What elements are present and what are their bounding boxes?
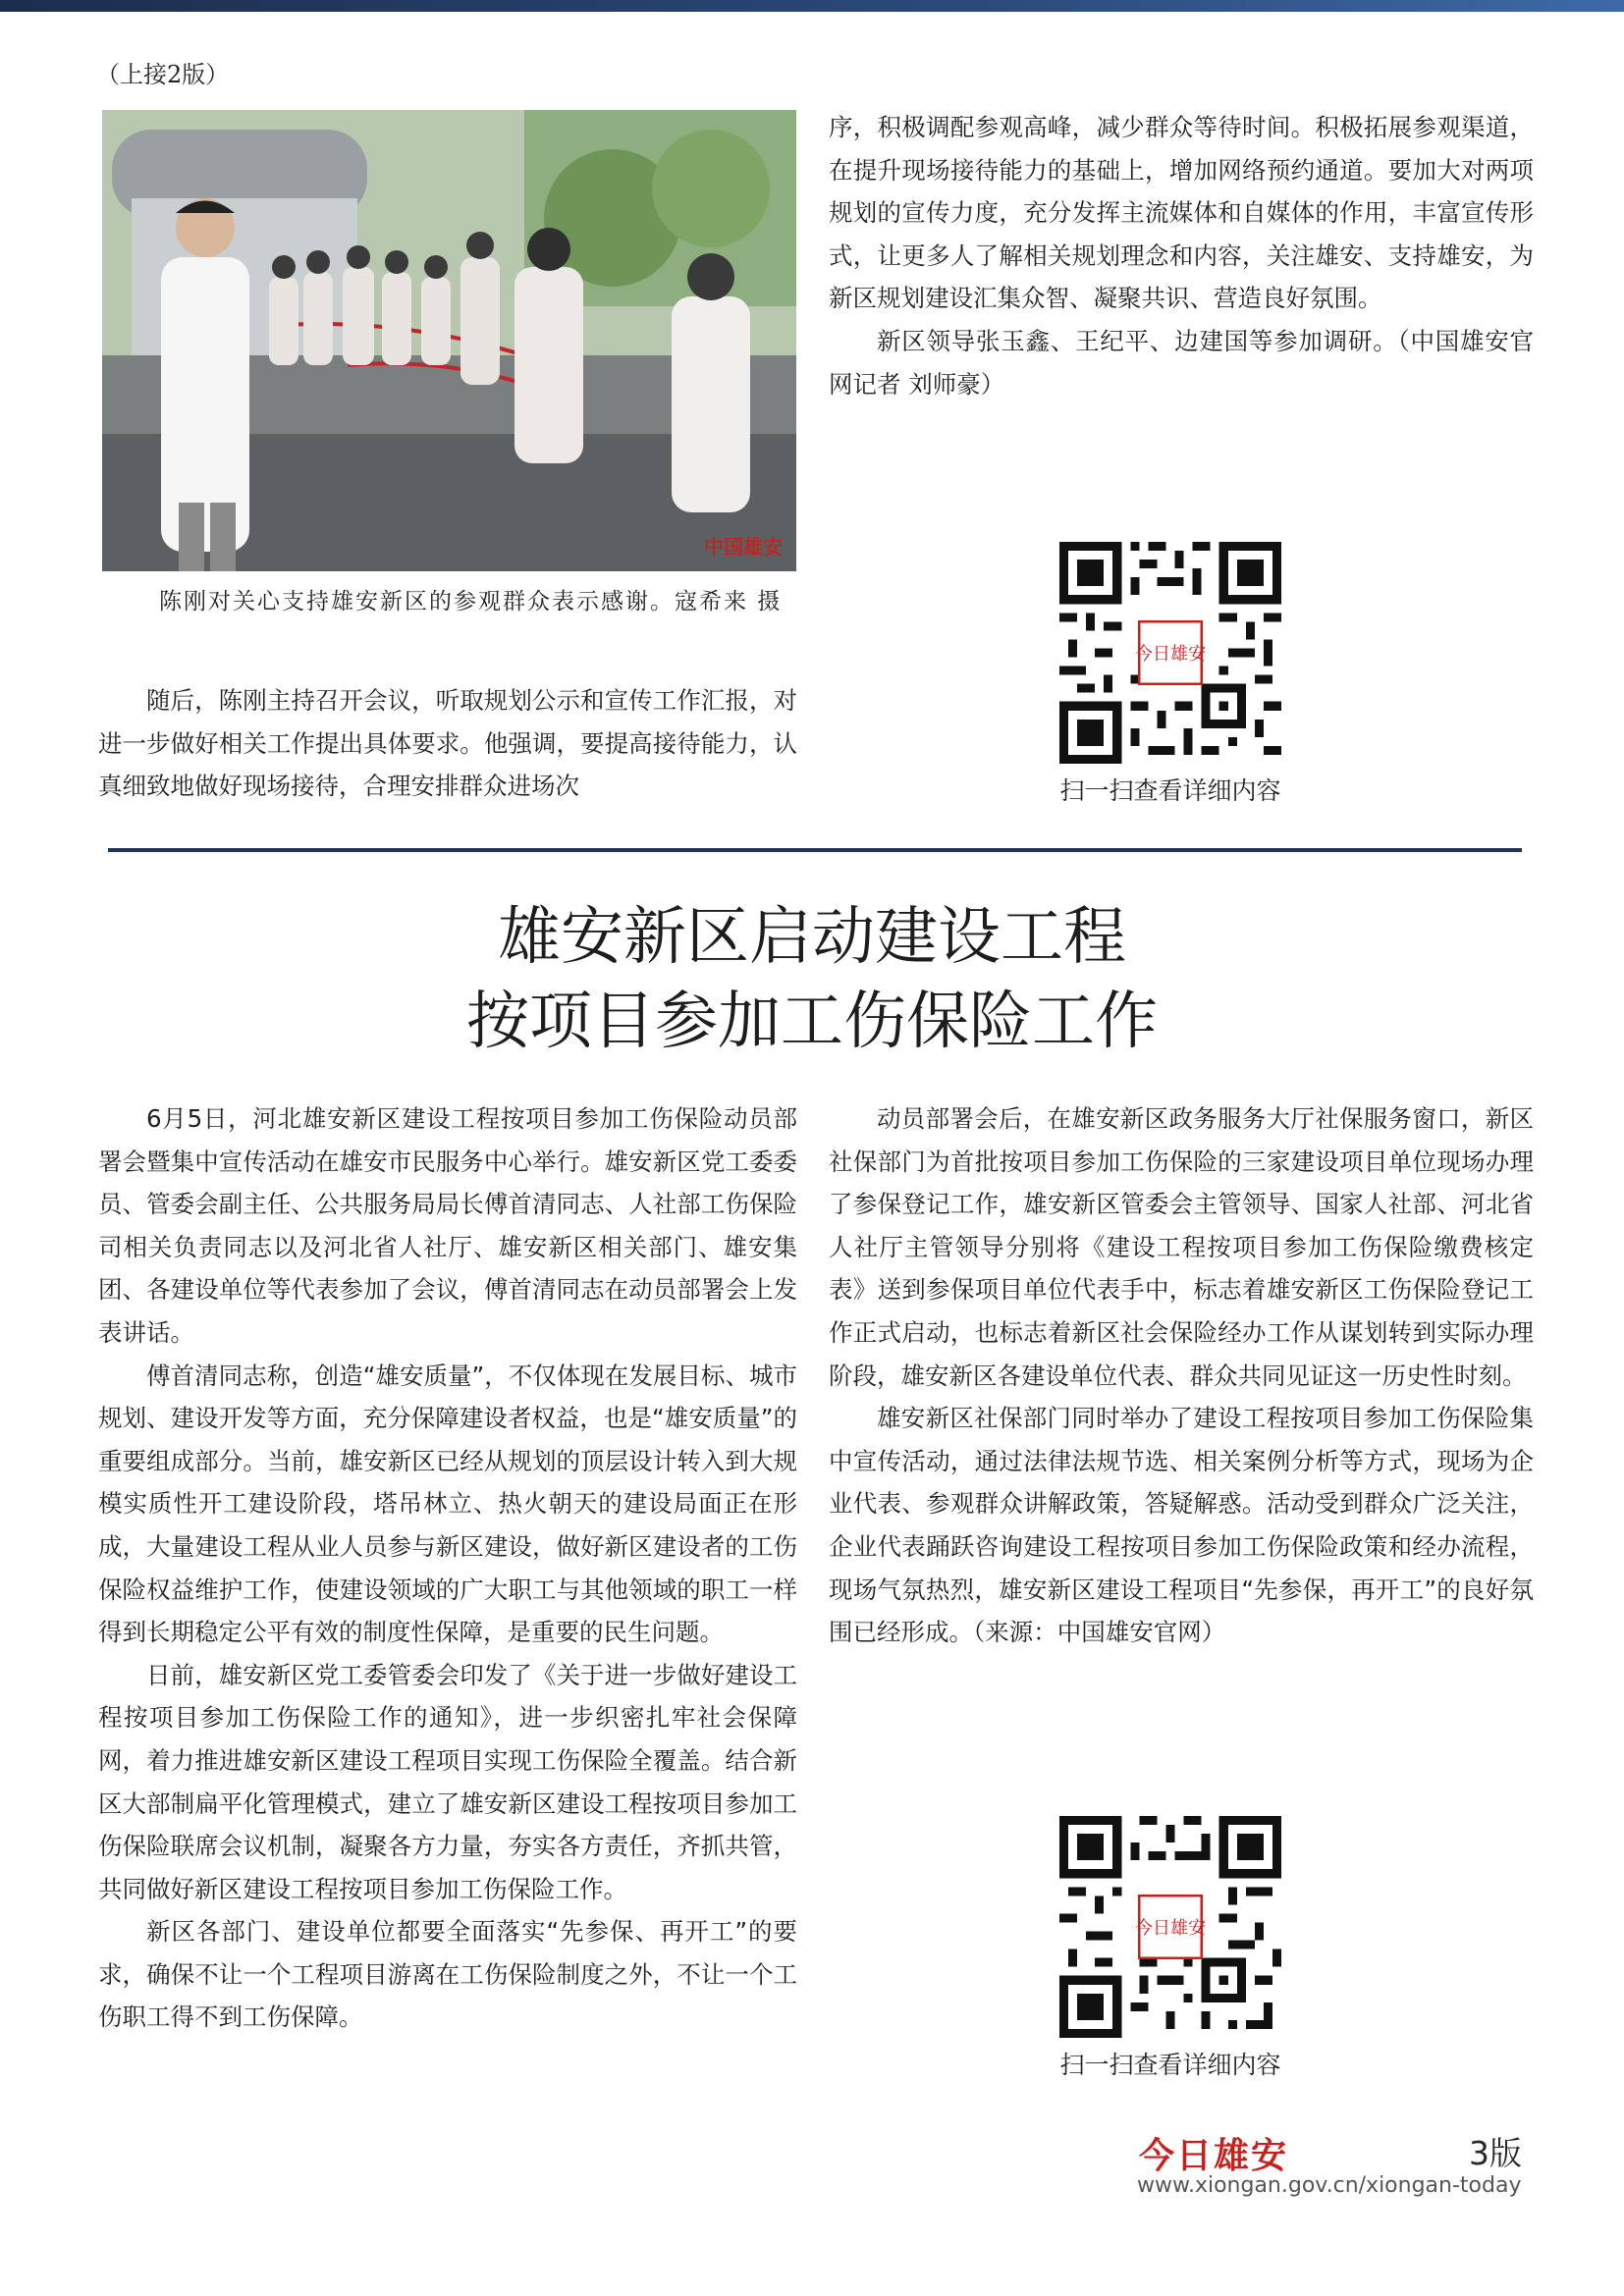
qr-code-block[interactable] bbox=[1033, 542, 1308, 807]
paragraph: 日前，雄安新区党工委管委会印发了《关于进一步做好建设工程按项目参加工伤保险工作的通知》，进一步织密扎牢社会保障网，着力推进雄安新区建设工程项目实现工伤保险全覆盖。结合新区大部制扁平化管理模式，建立了雄安新区建设工程按项目参加工伤保险联席会议机制，凝聚各方力量，夯实各方责任，齐抓共管，共同做好新区建设工程按项目参加工伤保险工作。 bbox=[98, 1660, 797, 1903]
paragraph: 雄安新区社保部门同时举办了建设工程按项目参加工伤保险集中宣传活动，通过法律法规节选、相关案例分析等方式，现场为企业代表、参观群众讲解政策，答疑解惑。活动受到群众广泛关注，企业代表踊跃咨询建设工程按项目参加工伤保险政策和经办流程，现场气氛热烈，雄安新区建设工程项目“先参保，再开工”的良好氛围已经形成。（来源：中国雄安官网） bbox=[829, 1404, 1534, 1647]
photo-caption: 陈刚对关心支持雄安新区的参观群众表示感谢。寇希来 摄 bbox=[159, 589, 783, 614]
footer-logo: 今日雄安 bbox=[1139, 2135, 1289, 2176]
paragraph: 傅首清同志称，创造“雄安质量”，不仅体现在发展目标、城市规划、建设开发等方面，充分保障建设者权益，也是“雄安质量”的重要组成部分。当前，雄安新区已经从规划的顶层设计转入到大规模实质性开工建设阶段，塔吊林立、热火朝天的建设局面正在形成，大量建设工程从业人员参与新区建设，做好新区建设者的工伤保险权益维护工作，使建设领域的广大职工与其他领域的职工一样得到长期稳定公平有效的制度性保障，是重要的民生问题。 bbox=[98, 1361, 797, 1647]
paragraph: 新区领导张玉鑫、王纪平、边建国等参加调研。（中国雄安官网记者 刘师豪） bbox=[829, 326, 1534, 399]
qr-code-block[interactable] bbox=[1033, 1816, 1308, 2081]
article-left-column bbox=[98, 1097, 797, 2039]
qr-code-icon[interactable] bbox=[1059, 1816, 1281, 2038]
article-right-column bbox=[829, 1097, 1534, 1654]
footer-url[interactable]: www.xiongan.gov.cn/xiongan-today bbox=[1137, 2173, 1522, 2198]
top-right-column bbox=[829, 106, 1534, 405]
news-photo bbox=[102, 110, 796, 571]
paragraph: 6月5日，河北雄安新区建设工程按项目参加工伤保险动员部署会暨集中宣传活动在雄安市民服务中心举行。雄安新区党工委委员、管委会副主任、公共服务局局长傅首清同志、人社部工伤保险司相关负责同志以及河北省人社厅、雄安新区相关部门、雄安集团、各建设单位等代表参加了会议，傅首清同志在动员部署会上发表讲话。 bbox=[98, 1104, 797, 1347]
top-color-bar bbox=[0, 0, 1624, 12]
headline-line-2: 按项目参加工伤保险工作 bbox=[466, 986, 1158, 1058]
qr-label: 扫一扫查看详细内容 bbox=[1059, 776, 1281, 805]
headline-line-1: 雄安新区启动建设工程 bbox=[498, 901, 1126, 974]
article-headline bbox=[0, 895, 1624, 1064]
section-divider bbox=[108, 848, 1522, 852]
continuation-note: （上接2版） bbox=[96, 61, 230, 88]
paragraph: 随后，陈刚主持召开会议，听取规划公示和宣传工作汇报，对进一步做好相关工作提出具体要求。他强调，要提高接待能力，认真细致地做好现场接待，合理安排群众进场次 bbox=[98, 686, 797, 801]
top-left-column bbox=[98, 679, 797, 808]
paragraph: 序，积极调配参观高峰，减少群众等待时间。积极拓展参观渠道，在提升现场接待能力的基础上，增加网络预约通道。要加大对两项规划的宣传力度，充分发挥主流媒体和自媒体的作用，丰富宣传形式，让更多人了解相关规划理念和内容，关注雄安、支持雄安，为新区规划建设汇集众智、凝聚共识、营造良好氛围。 bbox=[829, 113, 1534, 313]
qr-label: 扫一扫查看详细内容 bbox=[1059, 2051, 1281, 2079]
qr-logo: 今日雄安 bbox=[1134, 1918, 1207, 1940]
photo-watermark: 中国雄安 bbox=[704, 535, 783, 559]
page-number: 3版 bbox=[1469, 2134, 1522, 2172]
paragraph: 动员部署会后，在雄安新区政务服务大厅社保服务窗口，新区社保部门为首批按项目参加工伤保险的三家建设项目单位现场办理了参保登记工作，雄安新区管委会主管领导、国家人社部、河北省人社厅主管领导分别将《建设工程按项目参加工伤保险缴费核定表》送到参保项目单位代表手中，标志着雄安新区工伤保险登记工作正式启动，也标志着新区社会保险经办工作从谋划转到实际办理阶段，雄安新区各建设单位代表、群众共同见证这一历史性时刻。 bbox=[829, 1104, 1534, 1390]
qr-code-icon[interactable] bbox=[1059, 542, 1281, 764]
qr-logo: 今日雄安 bbox=[1134, 644, 1207, 666]
paragraph: 新区各部门、建设单位都要全面落实“先参保、再开工”的要求，确保不让一个工程项目游离在工伤保险制度之外，不让一个工伤职工得不到工伤保障。 bbox=[98, 1917, 797, 2032]
